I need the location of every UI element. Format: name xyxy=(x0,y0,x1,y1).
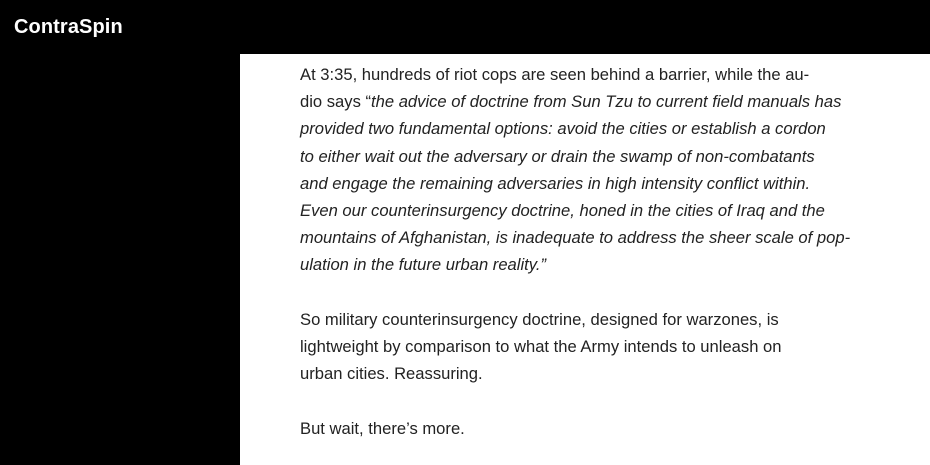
quote-text: to either wait out the adversary or drain the swamp of non-combatants xyxy=(300,146,815,166)
quote-text: provided two fundamental options: avoid the cities or establish a cordon xyxy=(300,119,826,139)
paragraph-line: urban cities. Reassuring. xyxy=(300,364,483,384)
paragraph-line xyxy=(300,88,855,115)
paragraph-line xyxy=(300,251,855,278)
paragraph-line: But wait, there’s more. xyxy=(300,418,465,438)
paragraph-line xyxy=(300,115,855,142)
paragraph-line xyxy=(300,143,855,170)
site-logo[interactable]: ContraSpin xyxy=(14,16,123,38)
paragraph-line xyxy=(300,61,855,88)
article-paragraph-3 xyxy=(300,415,855,442)
line-text: At 3:35, hundreds of riot cops are seen behind a barrier, while the au- xyxy=(300,65,810,84)
article-body xyxy=(300,61,855,465)
paragraph-line: lightweight by comparison to what the Army intends to unleash on xyxy=(300,337,782,357)
quote-text: the advice of doctrine from Sun Tzu to current field manuals has xyxy=(371,92,842,112)
left-gutter xyxy=(0,54,240,465)
site-header xyxy=(0,0,930,54)
paragraph-line xyxy=(300,170,855,197)
line-text: dio says “ xyxy=(300,92,372,112)
article-paragraph-1 xyxy=(300,61,855,279)
quote-text: mountains of Afghanistan, is inadequate to address the sheer scale of pop- xyxy=(300,228,851,248)
article-paragraph-2 xyxy=(300,306,855,388)
paragraph-line xyxy=(300,224,855,251)
paragraph-line: So military counterinsurgency doctrine, designed for warzones, is xyxy=(300,309,779,329)
article-panel xyxy=(240,54,930,465)
paragraph-line xyxy=(300,197,855,224)
quote-text: ulation in the future urban reality.” xyxy=(300,255,546,275)
quote-text: and engage the remaining adversaries in high intensity conflict within. xyxy=(300,173,811,193)
quote-text: Even our counterinsurgency doctrine, honed in the cities of Iraq and the xyxy=(300,201,825,221)
